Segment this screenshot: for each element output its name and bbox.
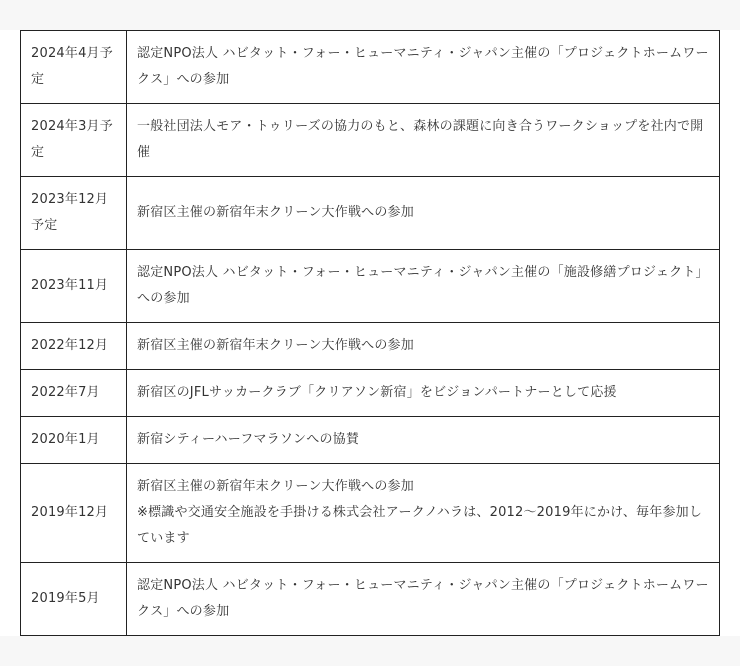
description-text: 新宿区主催の新宿年末クリーン大作戦への参加 — [137, 338, 414, 353]
date-cell: 2022年12月 — [21, 323, 127, 370]
table-row — [21, 370, 720, 417]
description-note: ※標識や交通安全施設を手掛ける株式会社アークノハラは、2012～2019年にかけ、毎年参加しています — [137, 505, 703, 546]
description-text: 認定NPO法人 ハビタット・フォー・ヒューマニティ・ジャパン主催の「プロジェクトホームワークス」への参加 — [137, 578, 709, 619]
table-row — [21, 31, 720, 104]
activity-history-table — [20, 30, 720, 636]
description-text: 新宿区主催の新宿年末クリーン大作戦への参加 — [137, 205, 414, 220]
description-cell — [127, 323, 720, 370]
description-cell — [127, 104, 720, 177]
date-cell: 2020年1月 — [21, 417, 127, 464]
top-background — [0, 0, 740, 30]
table-row — [21, 417, 720, 464]
description-text: 認定NPO法人 ハビタット・フォー・ヒューマニティ・ジャパン主催の「プロジェクトホームワークス」への参加 — [137, 46, 709, 87]
bottom-background — [0, 636, 740, 666]
date-cell: 2019年5月 — [21, 563, 127, 636]
date-cell: 2023年11月 — [21, 250, 127, 323]
description-text: 一般社団法人モア・トゥリーズの協力のもと、森林の課題に向き合うワークショップを社内で開催 — [137, 119, 704, 160]
date-cell: 2024年4月予定 — [21, 31, 127, 104]
table-row — [21, 464, 720, 563]
description-cell — [127, 370, 720, 417]
description-text: 新宿区主催の新宿年末クリーン大作戦への参加 — [137, 479, 414, 494]
description-cell — [127, 31, 720, 104]
date-cell: 2019年12月 — [21, 464, 127, 563]
table-row — [21, 323, 720, 370]
table-row — [21, 177, 720, 250]
date-cell: 2022年7月 — [21, 370, 127, 417]
table-row — [21, 563, 720, 636]
description-cell — [127, 563, 720, 636]
description-cell — [127, 177, 720, 250]
description-text: 新宿区のJFLサッカークラブ「クリアソン新宿」をビジョンパートナーとして応援 — [137, 385, 617, 400]
date-cell: 2024年3月予定 — [21, 104, 127, 177]
description-text: 新宿シティーハーフマラソンへの協賛 — [137, 432, 360, 447]
table-row — [21, 250, 720, 323]
description-text: 認定NPO法人 ハビタット・フォー・ヒューマニティ・ジャパン主催の「施設修繕プロジェクト」への参加 — [137, 265, 709, 306]
description-cell — [127, 464, 720, 563]
description-cell — [127, 250, 720, 323]
date-cell: 2023年12月予定 — [21, 177, 127, 250]
table-row — [21, 104, 720, 177]
description-cell — [127, 417, 720, 464]
